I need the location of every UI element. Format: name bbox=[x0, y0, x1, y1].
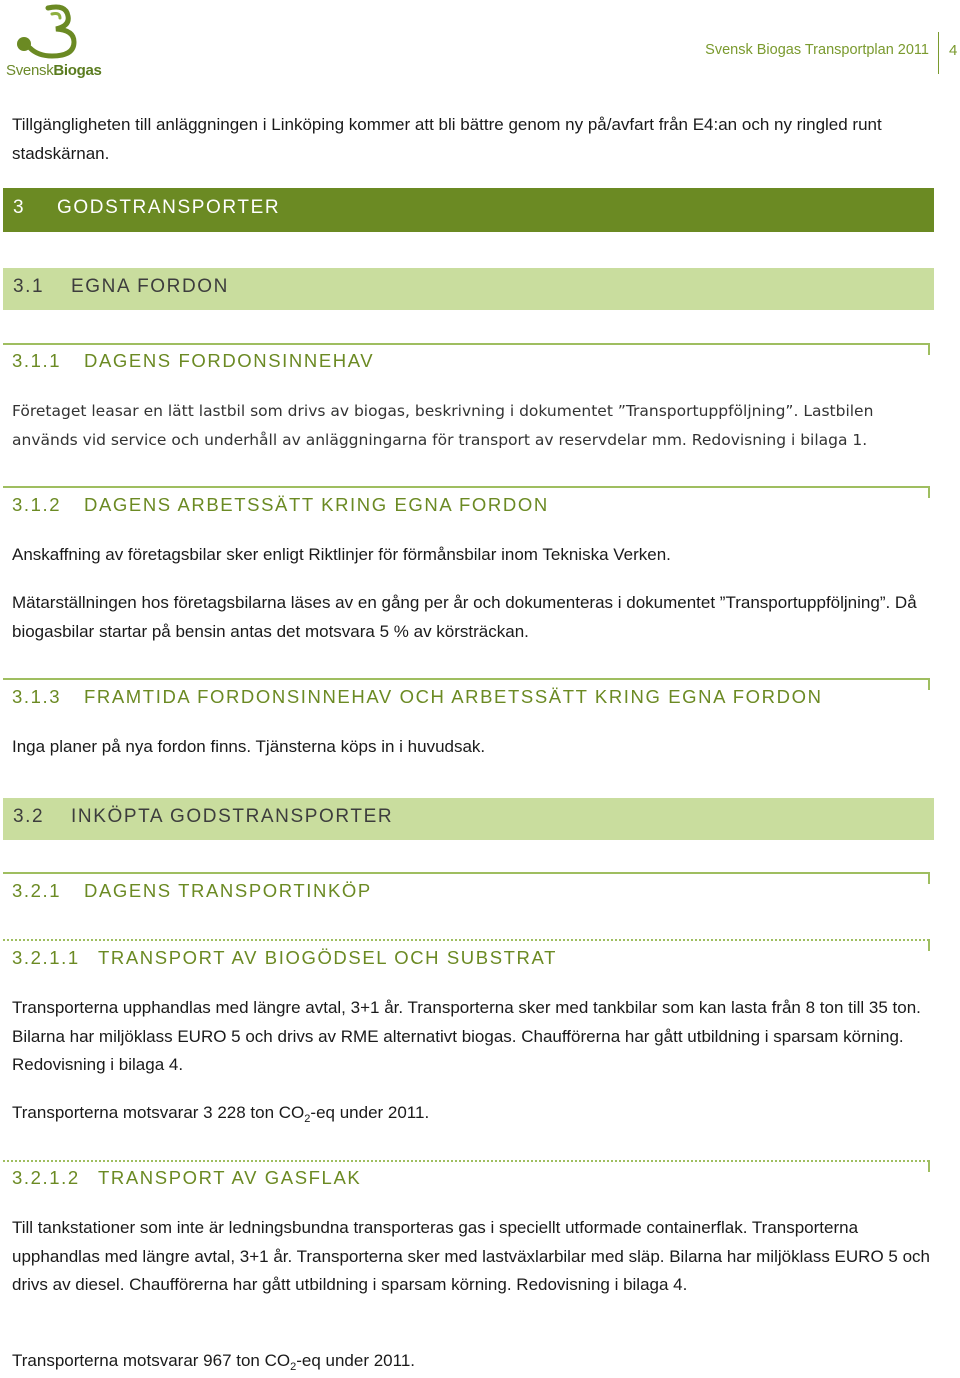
heading-3-1-3: 3.1.3 FRAMTIDA FORDONSINNEHAV OCH ARBETSSÄTT KRING EGNA FORDON bbox=[12, 686, 823, 707]
heading-3-2-1: 3.2.1 DAGENS TRANSPORTINKÖP bbox=[12, 880, 372, 901]
paragraph-3-1-1: Företaget leasar en lätt lastbil som drivs av biogas, beskrivning i dokumentet ”Transportuppföljning”. Lastbilen används vid service och underhåll av anläggningarna för transport av reservdelar mm. Redovisning i bilaga 1. bbox=[12, 402, 874, 449]
header-divider bbox=[938, 32, 939, 74]
running-header-title: Svensk Biogas Transportplan 2011 bbox=[705, 42, 929, 58]
heading-rule-tick bbox=[928, 343, 930, 355]
heading-3-2-1-1: 3.2.1.1 TRANSPORT AV BIOGÖDSEL OCH SUBSTRAT bbox=[12, 947, 557, 968]
heading-3-2: 3.2 INKÖPTA GODSTRANSPORTER bbox=[13, 806, 394, 827]
heading-band-3-2 bbox=[3, 798, 934, 840]
heading-3-1-1: 3.1.1 DAGENS FORDONSINNEHAV bbox=[12, 350, 375, 371]
paragraph-3-1-2-a: Anskaffning av företagsbilar sker enligt Riktlinjer för förmånsbilar inom Tekniska Verken. bbox=[12, 545, 671, 564]
heading-3: 3 GODSTRANSPORTER bbox=[13, 197, 281, 218]
logo-wordmark: SvenskBiogas bbox=[6, 62, 102, 79]
emissions-3-2-1-2: Transporterna motsvarar 967 ton $CO_2-eq$ under 2011. bbox=[12, 1351, 416, 1373]
heading-rule-3-1-2 bbox=[3, 486, 929, 488]
heading-rule-3-1-3 bbox=[3, 678, 929, 680]
paragraph-3-2-1-2: Till tankstationer som inte är ledningsbundna transporteras gas i speciellt utformade containerflak. Transporterna upphandlas med längre avtal, 3+1 år. Transporterna sker med lastväxlarbilar med släp. Bilarna har miljöklass EURO 5 och drivs av diesel. Chaufförerna har gått utbildning i sparsam körning. Redovisning i bilaga 4. bbox=[12, 1218, 930, 1294]
page-number: 4 bbox=[949, 42, 958, 59]
heading-rule-tick bbox=[928, 872, 930, 884]
heading-3-1-2: 3.1.2 DAGENS ARBETSSÄTT KRING EGNA FORDON bbox=[12, 494, 549, 515]
heading-rule-3-2-1 bbox=[3, 872, 929, 874]
heading-rule-3-1-1 bbox=[3, 343, 929, 345]
svenskbiogas-logo bbox=[4, 4, 104, 80]
heading-rule-3-2-1-2 bbox=[3, 1160, 929, 1162]
heading-rule-tick bbox=[928, 678, 930, 690]
heading-3-2-1-2: 3.2.1.2 TRANSPORT AV GASFLAK bbox=[12, 1167, 362, 1188]
heading-band-3 bbox=[3, 188, 934, 232]
heading-band-3-1 bbox=[3, 268, 934, 310]
emissions-3-2-1-1: Transporterna motsvarar 3 228 ton $CO_2-eq$ under 2011. bbox=[12, 1103, 430, 1125]
biogas-swirl-icon bbox=[12, 4, 92, 62]
paragraph-3-2-1-1: Transporterna upphandlas med längre avtal, 3+1 år. Transporterna sker med tankbilar som kan lasta från 8 ton till 35 ton. Bilarna har miljöklass EURO 5 och drivs av RME alternativt biogas. Chaufförerna har gått utbildning i sparsam körning. Redovisning i bilaga 4. bbox=[12, 998, 921, 1074]
paragraph-3-1-2-b: Mätarställningen hos företagsbilarna läses av en gång per år och dokumenteras i dokumentet ”Transportuppföljning”. Då biogasbilar startar på bensin antas det motsvara 5 % av körsträckan. bbox=[12, 593, 917, 641]
heading-3-1: 3.1 EGNA FORDON bbox=[13, 276, 230, 297]
heading-rule-3-2-1-1 bbox=[3, 939, 929, 941]
heading-rule-tick bbox=[928, 939, 930, 951]
heading-rule-tick bbox=[928, 486, 930, 498]
paragraph-3-1-3: Inga planer på nya fordon finns. Tjänsterna köps in i huvudsak. bbox=[12, 737, 486, 756]
intro-paragraph: Tillgängligheten till anläggningen i Linköping kommer att bli bättre genom ny på/avfart från E4:an och ny ringled runt stadskärnan. bbox=[12, 115, 882, 163]
heading-rule-tick bbox=[928, 1160, 930, 1172]
